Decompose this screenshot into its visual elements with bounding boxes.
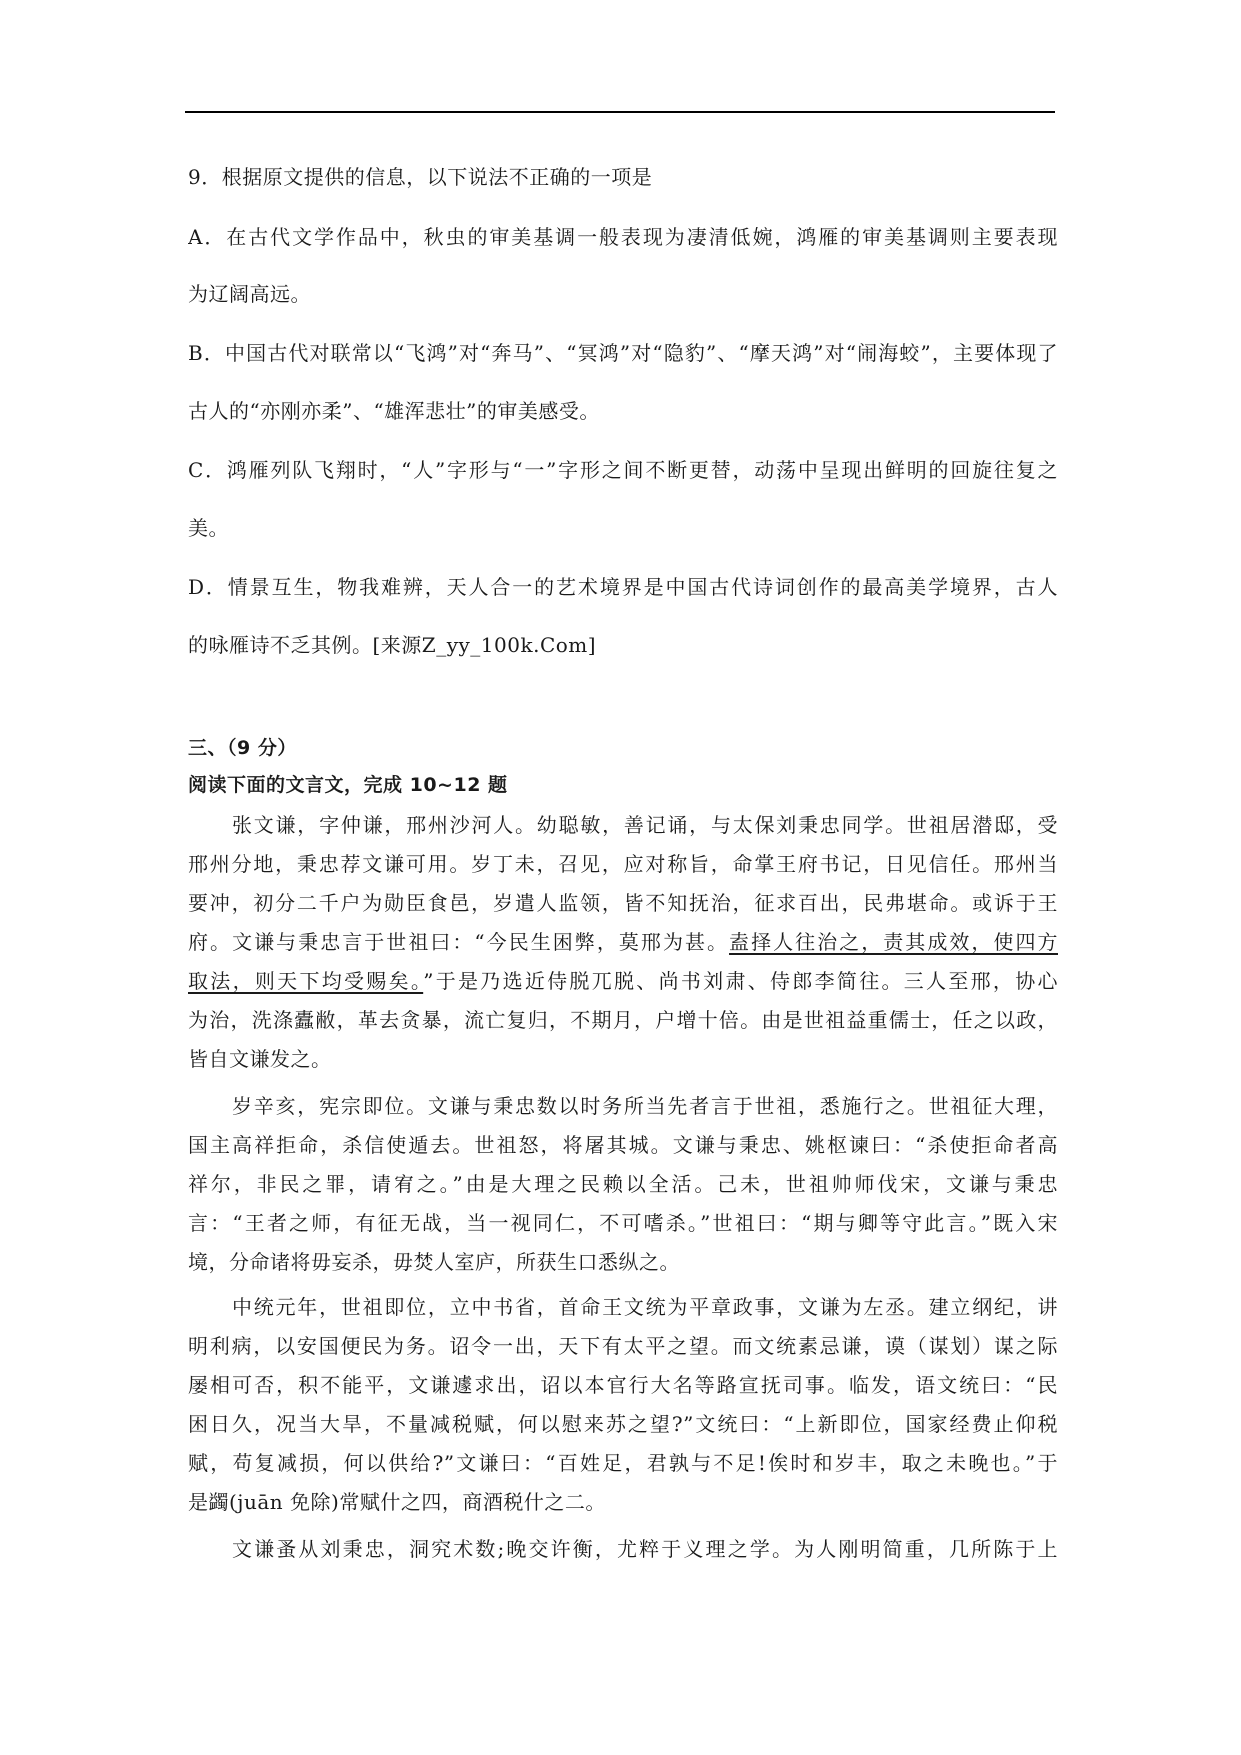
passage-p1-line-5-text: ”于是乃选近侍脱兀脱、尚书刘肃、侍郎李简往。三人至邢，协心: [423, 969, 1058, 993]
passage-p1-line-3: 要冲，初分二千户为勋臣食邑，岁遣人监领，皆不知抚治，征求百出，民弗堪命。或诉于王: [188, 891, 1058, 915]
section-3-title: 三、（9 分）: [188, 737, 297, 759]
passage-p1-line-4: [188, 928, 1058, 956]
passage-p1-line-5: [188, 967, 1058, 995]
passage-p2-line-3: 祥尔，非民之罪，请宥之。”由是大理之民赖以全活。己未，世祖帅师伐宋，文谦与秉忠: [188, 1172, 1058, 1196]
passage-p3-line-5: 赋，苟复减损，何以供给?”文谦曰：“百姓足，君孰与不足!俟时和岁丰，取之未晚也。”于: [188, 1451, 1058, 1475]
passage-p3-line-4: 困日久，况当大旱，不量减税赋，何以慰来苏之望?”文统曰：“上新即位，国家经费止仰税: [188, 1412, 1058, 1436]
passage-p3-line-3: 屡相可否，积不能平，文谦遽求出，诏以本官行大名等路宣抚司事。临发，语文统曰：“民: [188, 1373, 1058, 1397]
passage-p3-line-2: 明利病，以安国便民为务。诏令一出，天下有太平之望。而文统素忌谦，谟（谋划）谋之际: [188, 1334, 1058, 1358]
header-rule: [185, 111, 1055, 113]
passage-p2-line-2: 国主高祥拒命，杀信使遁去。世祖怒，将屠其城。文谦与秉忠、姚枢谏曰：“杀使拒命者高: [188, 1133, 1058, 1157]
passage-p1-line-4-text: 府。文谦与秉忠言于世祖曰：“今民生困弊，莫邢为甚。: [188, 930, 730, 954]
passage-p1-line-7: 皆自文谦发之。: [188, 1047, 332, 1071]
option-a-line-1: A．在古代文学作品中，秋虫的审美基调一般表现为凄清低婉，鸿雁的审美基调则主要表现: [188, 225, 1058, 249]
passage-p3-line-6: 是蠲(juān 免除)常赋什之四，商酒税什之二。: [188, 1490, 606, 1514]
option-c-line-2: 美。: [188, 516, 229, 540]
option-d-line-1: D．情景互生，物我难辨，天人合一的艺术境界是中国古代诗词创作的最高美学境界，古人: [188, 575, 1058, 599]
passage-p4-line-1: 文谦蚤从刘秉忠，洞究术数;晚交许衡，尤粹于义理之学。为人刚明简重，几所陈于上: [232, 1537, 1058, 1561]
passage-p1-line-1: 张文谦，字仲谦，邢州沙河人。幼聪敏，善记诵，与太保刘秉忠同学。世祖居潜邸，受: [232, 813, 1058, 837]
section-3-instruction: 阅读下面的文言文，完成 10~12 题: [188, 774, 508, 796]
question-9-stem: 9．根据原文提供的信息，以下说法不正确的一项是: [188, 165, 653, 189]
passage-p2-line-1: 岁辛亥，宪宗即位。文谦与秉忠数以时务所当先者言于世祖，悉施行之。世祖征大理，: [232, 1094, 1058, 1118]
passage-p2-line-4: 言：“王者之师，有征无战，当一视同仁，不可嗜杀。”世祖曰：“期与卿等守此言。”既入宋: [188, 1211, 1058, 1235]
underlined-sentence-part-1: 盍择人往治之，责其成效，使四方: [729, 930, 1058, 954]
passage-p1-line-6: 为治，洗涤蠹敝，革去贪暴，流亡复归，不期月，户增十倍。由是世祖益重儒士，任之以政，: [188, 1008, 1058, 1032]
passage-p2-line-5: 境，分命诸将毋妄杀，毋焚人室庐，所获生口悉纵之。: [188, 1250, 680, 1274]
option-c-line-1: C．鸿雁列队飞翔时，“人”字形与“一”字形之间不断更替，动荡中呈现出鲜明的回旋往复之: [188, 458, 1058, 482]
option-b-line-1: B．中国古代对联常以“飞鸿”对“奔马”、“冥鸿”对“隐豹”、“摩天鸿”对“闹海蛟”，主要体现了: [188, 341, 1058, 365]
option-b-line-2: 古人的“亦刚亦柔”、“雄浑悲壮”的审美感受。: [188, 399, 600, 423]
option-a-line-2: 为辽阔高远。: [188, 282, 311, 306]
passage-p3-line-1: 中统元年，世祖即位，立中书省，首命王文统为平章政事，文谦为左丞。建立纲纪，讲: [232, 1295, 1058, 1319]
option-d-line-2: 的咏雁诗不乏其例。[来源Z_yy_100k.Com]: [188, 633, 597, 657]
underlined-sentence-part-2: 取法，则天下均受赐矣。: [188, 969, 424, 993]
passage-p1-line-2: 邢州分地，秉忠荐文谦可用。岁丁未，召见，应对称旨，命掌王府书记，日见信任。邢州当: [188, 852, 1058, 876]
